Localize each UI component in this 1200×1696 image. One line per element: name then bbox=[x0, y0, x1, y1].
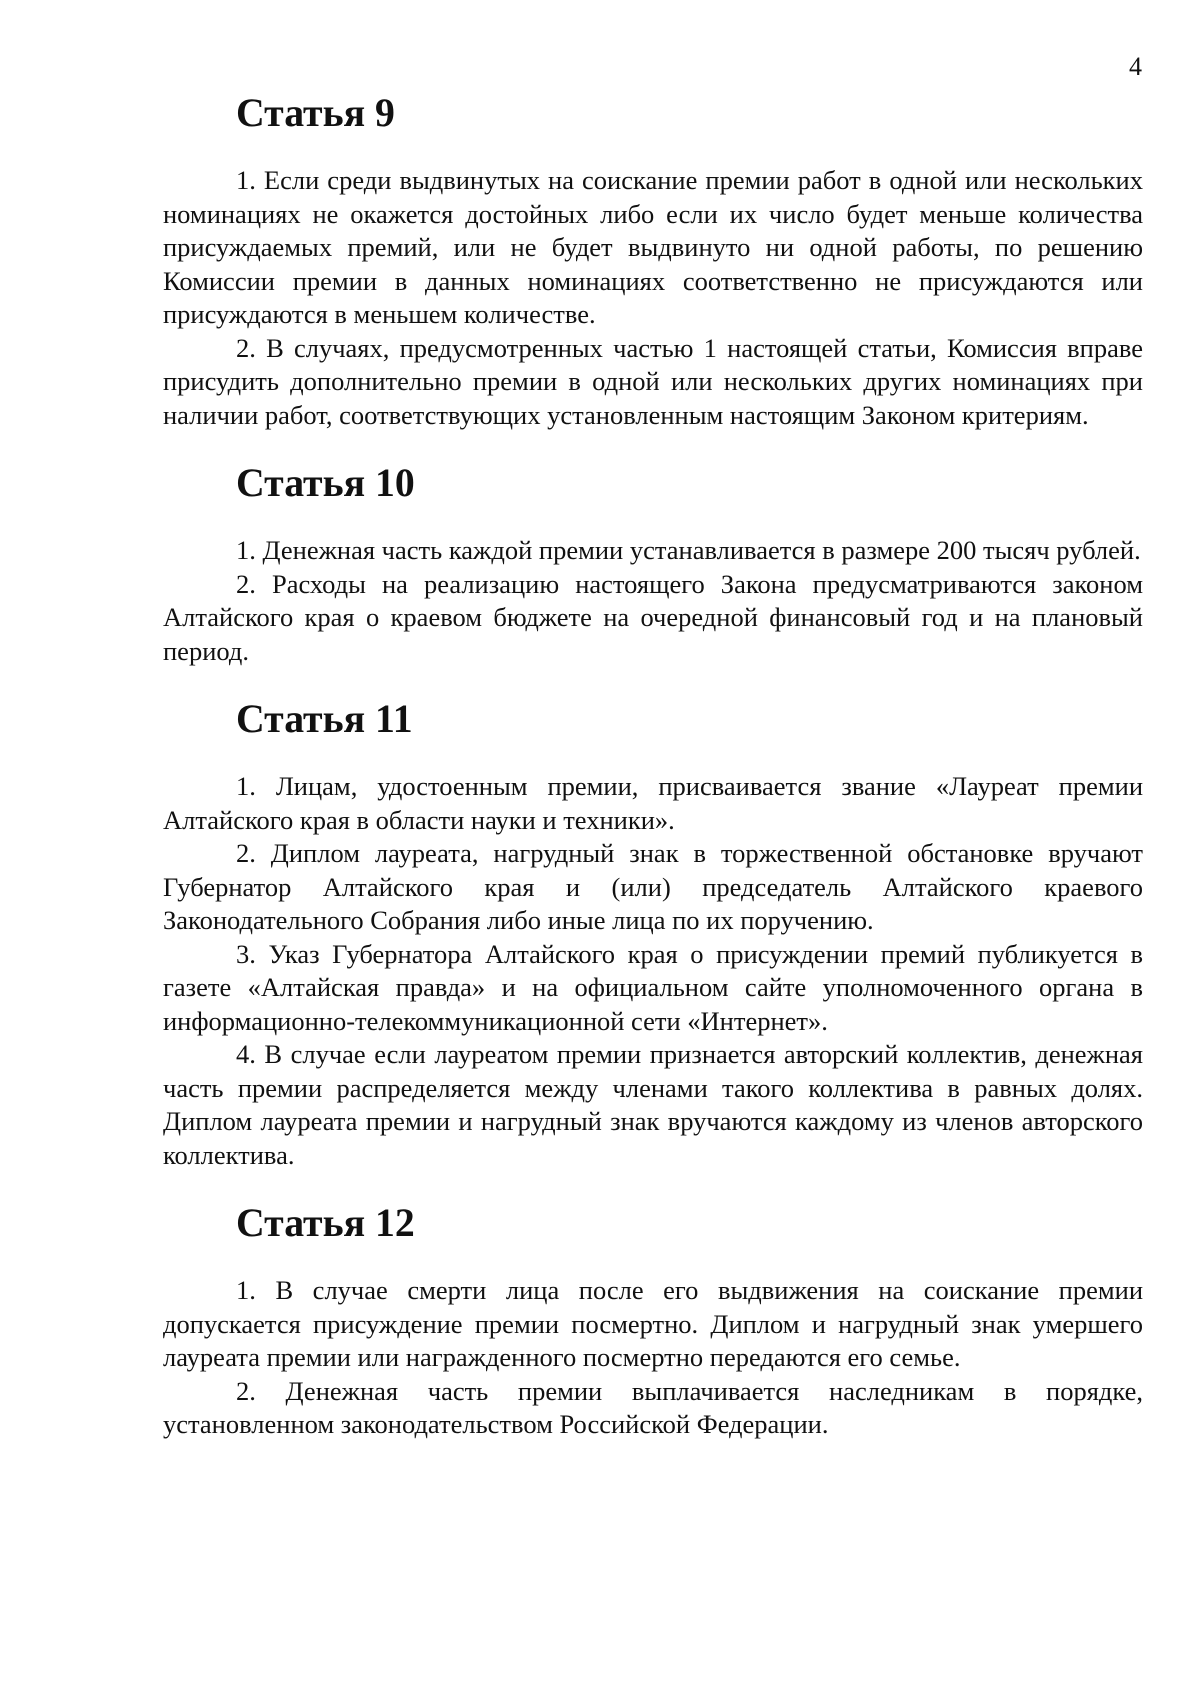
article-paragraph: 4. В случае если лауреатом премии признается авторский коллектив, денежная часть премии распределяется между членами такого коллектива в равных долях. Диплом лауреата премии и нагрудный знак вручаются каждому из членов авторского коллектива. bbox=[163, 1039, 1143, 1170]
article-9 bbox=[163, 91, 1143, 432]
article-11 bbox=[163, 697, 1143, 1172]
article-paragraph: 2. Диплом лауреата, нагрудный знак в торжественной обстановке вручают Губернатор Алтайского края и (или) председатель Алтайского краевого Законодательного Собрания либо иные лица по их поручению. bbox=[163, 838, 1143, 935]
article-title: Статья 12 bbox=[236, 1201, 415, 1245]
article-paragraph: 1. Лицам, удостоенным премии, присваивается звание «Лауреат премии Алтайского края в области науки и техники». bbox=[163, 771, 1143, 835]
article-paragraph: 3. Указ Губернатора Алтайского края о присуждении премий публикуется в газете «Алтайская правда» и на официальном сайте уполномоченного органа в информационно-телекоммуникационной сети «Интернет». bbox=[163, 938, 1143, 1036]
article-title: Статья 11 bbox=[236, 697, 413, 741]
article-title: Статья 9 bbox=[236, 91, 395, 135]
article-paragraph: 1. Если среди выдвинутых на соискание премии работ в одной или нескольких номинациях не окажется достойных либо если их число будет меньше количества присуждаемых премий, или не будет выдвинуто ни одной работы, по решению Комиссии премии в данных номинациях соответственно не присуждаются или присуждаются в меньшем количестве. bbox=[163, 165, 1143, 329]
article-10 bbox=[163, 461, 1143, 668]
article-paragraph: 2. Денежная часть премии выплачивается наследникам в порядке, установленном законодательством Российской Федерации. bbox=[163, 1375, 1143, 1439]
article-title: Статья 10 bbox=[236, 461, 415, 505]
article-paragraph: 2. Расходы на реализацию настоящего Закона предусматриваются законом Алтайского края о краевом бюджете на очередной финансовый год и на плановый период. bbox=[163, 568, 1143, 666]
article-paragraph: 2. В случаях, предусмотренных частью 1 настоящей статьи, Комиссия вправе присудить дополнительно премии в одной или нескольких других номинациях при наличии работ, соответствующих установленным настоящим Законом критериям. bbox=[163, 332, 1143, 430]
page-number: 4 bbox=[1129, 52, 1142, 81]
article-paragraph: 1. Денежная часть каждой премии устанавливается в размере 200 тысяч рублей. bbox=[236, 535, 1141, 565]
article-paragraph: 1. В случае смерти лица после его выдвижения на соискание премии допускается присуждение премии посмертно. Диплом и нагрудный знак умершего лауреата премии или награжденного посмертно передаются его семье. bbox=[163, 1275, 1143, 1372]
document-body bbox=[163, 91, 1143, 1442]
article-12 bbox=[163, 1201, 1143, 1442]
